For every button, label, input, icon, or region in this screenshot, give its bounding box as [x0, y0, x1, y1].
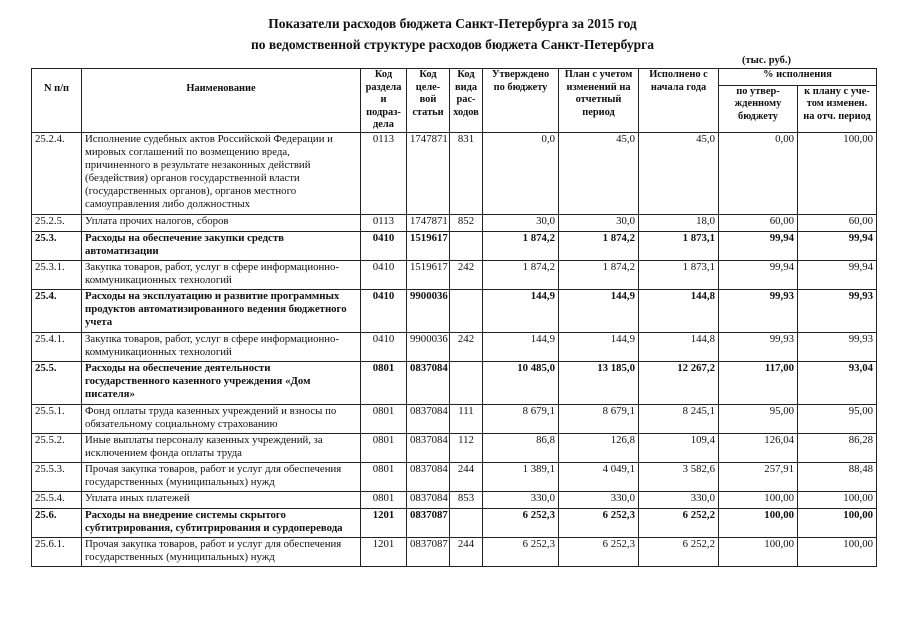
- cell-name: Прочая закупка товаров, работ и услуг для обеспечения государственных (муниципальных) нужд: [82, 537, 361, 566]
- cell-plan: 6 252,3: [559, 537, 639, 566]
- cell-section: 0801: [361, 361, 407, 404]
- cell-num: 25.4.: [32, 289, 82, 332]
- header-approved: Утверждено по бюджету: [483, 69, 559, 133]
- cell-section: 0410: [361, 289, 407, 332]
- cell-type: 111: [450, 404, 483, 433]
- cell-name: Расходы на эксплуатацию и развитие программных продуктов автоматизированного ведения бюджетного учета: [82, 289, 361, 332]
- cell-approved: 144,9: [483, 289, 559, 332]
- cell-section: 0801: [361, 404, 407, 433]
- header-pct: % исполнения: [719, 69, 877, 86]
- cell-approved: 8 679,1: [483, 404, 559, 433]
- header-num: N п/п: [32, 69, 82, 133]
- cell-approved: 1 874,2: [483, 231, 559, 260]
- cell-num: 25.6.1.: [32, 537, 82, 566]
- cell-plan: 144,9: [559, 289, 639, 332]
- cell-pct-plan: 95,00: [798, 404, 877, 433]
- cell-executed: 109,4: [639, 433, 719, 462]
- header-pct-plan: к плану с уче-том изменен. на отч. период: [798, 85, 877, 132]
- cell-pct-plan: 99,94: [798, 260, 877, 289]
- cell-executed: 3 582,6: [639, 462, 719, 491]
- cell-pct-plan: 99,93: [798, 332, 877, 361]
- cell-pct-plan: 88,48: [798, 462, 877, 491]
- cell-pct-plan: 100,00: [798, 537, 877, 566]
- cell-num: 25.5.3.: [32, 462, 82, 491]
- cell-num: 25.6.: [32, 508, 82, 537]
- cell-executed: 8 245,1: [639, 404, 719, 433]
- cell-executed: 1 873,1: [639, 231, 719, 260]
- cell-plan: 6 252,3: [559, 508, 639, 537]
- cell-pct-approved: 100,00: [719, 508, 798, 537]
- cell-approved: 1 874,2: [483, 260, 559, 289]
- table-row: [32, 260, 877, 289]
- cell-name: Расходы на внедрение системы скрытого субтитрирования, субтитрирования и сурдоперевода: [82, 508, 361, 537]
- cell-plan: 13 185,0: [559, 361, 639, 404]
- header-type: Код вида рас-ходов: [450, 69, 483, 133]
- cell-target: 0837084: [407, 462, 450, 491]
- cell-executed: 18,0: [639, 214, 719, 231]
- cell-type: [450, 361, 483, 404]
- cell-type: 112: [450, 433, 483, 462]
- cell-name: Иные выплаты персоналу казенных учреждений, за исключением фонда оплаты труда: [82, 433, 361, 462]
- cell-pct-approved: 99,94: [719, 260, 798, 289]
- cell-type: 853: [450, 491, 483, 508]
- cell-pct-plan: 60,00: [798, 214, 877, 231]
- table-row: [32, 404, 877, 433]
- cell-num: 25.2.4.: [32, 132, 82, 214]
- cell-name: Расходы на обеспечение деятельности государственного казенного учреждения «Дом писателя»: [82, 361, 361, 404]
- cell-approved: 0,0: [483, 132, 559, 214]
- cell-approved: 6 252,3: [483, 537, 559, 566]
- cell-type: 242: [450, 332, 483, 361]
- table-row: [32, 231, 877, 260]
- cell-type: 242: [450, 260, 483, 289]
- table-row: [32, 491, 877, 508]
- cell-pct-approved: 257,91: [719, 462, 798, 491]
- cell-executed: 6 252,2: [639, 537, 719, 566]
- cell-target: 0837087: [407, 537, 450, 566]
- table-row: [32, 361, 877, 404]
- cell-type: 244: [450, 462, 483, 491]
- cell-type: [450, 289, 483, 332]
- cell-pct-approved: 99,93: [719, 332, 798, 361]
- header-pct-approved: по утвер-жденному бюджету: [719, 85, 798, 132]
- cell-pct-approved: 126,04: [719, 433, 798, 462]
- cell-pct-plan: 100,00: [798, 491, 877, 508]
- cell-name: Закупка товаров, работ, услуг в сфере информационно-коммуникационных технологий: [82, 332, 361, 361]
- header-executed: Исполнено с начала года: [639, 69, 719, 133]
- cell-section: 0801: [361, 491, 407, 508]
- cell-name: Фонд оплаты труда казенных учреждений и взносы по обязательному социальному страхованию: [82, 404, 361, 433]
- cell-pct-plan: 100,00: [798, 132, 877, 214]
- cell-section: 0410: [361, 332, 407, 361]
- cell-target: 9900036: [407, 332, 450, 361]
- cell-num: 25.5.1.: [32, 404, 82, 433]
- cell-type: 852: [450, 214, 483, 231]
- cell-type: 244: [450, 537, 483, 566]
- cell-plan: 30,0: [559, 214, 639, 231]
- table-row: [32, 462, 877, 491]
- cell-type: [450, 231, 483, 260]
- cell-target: 0837087: [407, 508, 450, 537]
- cell-target: 0837084: [407, 491, 450, 508]
- header-target: Код целе-вой статьи: [407, 69, 450, 133]
- table-row: [32, 508, 877, 537]
- document-subtitle: по ведомственной структуре расходов бюджета Санкт-Петербурга: [250, 37, 655, 52]
- cell-num: 25.4.1.: [32, 332, 82, 361]
- cell-target: 1747871: [407, 214, 450, 231]
- cell-executed: 144,8: [639, 332, 719, 361]
- cell-section: 0410: [361, 231, 407, 260]
- cell-section: 0113: [361, 132, 407, 214]
- header-plan: План с учетом изменений на отчетный период: [559, 69, 639, 133]
- cell-target: 0837084: [407, 404, 450, 433]
- cell-target: 1747871: [407, 132, 450, 214]
- cell-section: 0801: [361, 462, 407, 491]
- cell-approved: 6 252,3: [483, 508, 559, 537]
- document-title: Показатели расходов бюджета Санкт-Петербурга за 2015 год: [268, 16, 637, 31]
- cell-section: 0410: [361, 260, 407, 289]
- cell-approved: 86,8: [483, 433, 559, 462]
- cell-executed: 6 252,2: [639, 508, 719, 537]
- cell-pct-approved: 100,00: [719, 491, 798, 508]
- cell-approved: 30,0: [483, 214, 559, 231]
- cell-target: 0837084: [407, 433, 450, 462]
- cell-name: Закупка товаров, работ, услуг в сфере информационно-коммуникационных технологий: [82, 260, 361, 289]
- table-row: [32, 214, 877, 231]
- cell-plan: 1 874,2: [559, 260, 639, 289]
- cell-num: 25.5.2.: [32, 433, 82, 462]
- cell-target: 1519617: [407, 231, 450, 260]
- table-body: [32, 132, 877, 566]
- cell-section: 1201: [361, 537, 407, 566]
- budget-table: [31, 68, 877, 567]
- header-name: Наименование: [82, 69, 361, 133]
- cell-approved: 144,9: [483, 332, 559, 361]
- cell-pct-approved: 117,00: [719, 361, 798, 404]
- cell-section: 0113: [361, 214, 407, 231]
- cell-type: 831: [450, 132, 483, 214]
- cell-pct-approved: 100,00: [719, 537, 798, 566]
- cell-plan: 8 679,1: [559, 404, 639, 433]
- cell-executed: 1 873,1: [639, 260, 719, 289]
- cell-executed: 12 267,2: [639, 361, 719, 404]
- cell-section: 0801: [361, 433, 407, 462]
- cell-name: Уплата прочих налогов, сборов: [82, 214, 361, 231]
- cell-plan: 4 049,1: [559, 462, 639, 491]
- cell-executed: 144,8: [639, 289, 719, 332]
- cell-name: Прочая закупка товаров, работ и услуг для обеспечения государственных (муниципальных) нужд: [82, 462, 361, 491]
- table-row: [32, 289, 877, 332]
- cell-name: Исполнение судебных актов Российской Федерации и мировых соглашений по возмещению вреда, причиненного в результате незаконных действий (бездействия) органов государственной власти (государственных органов), органов местного самоуправления либо должностных: [82, 132, 361, 214]
- cell-plan: 45,0: [559, 132, 639, 214]
- cell-target: 0837084: [407, 361, 450, 404]
- cell-pct-plan: 86,28: [798, 433, 877, 462]
- cell-num: 25.3.1.: [32, 260, 82, 289]
- cell-pct-approved: 99,94: [719, 231, 798, 260]
- cell-approved: 1 389,1: [483, 462, 559, 491]
- cell-num: 25.2.5.: [32, 214, 82, 231]
- table-row: [32, 537, 877, 566]
- cell-approved: 10 485,0: [483, 361, 559, 404]
- cell-section: 1201: [361, 508, 407, 537]
- cell-name: Уплата иных платежей: [82, 491, 361, 508]
- cell-num: 25.5.: [32, 361, 82, 404]
- cell-approved: 330,0: [483, 491, 559, 508]
- cell-pct-plan: 100,00: [798, 508, 877, 537]
- unit-label: (тыс. руб.): [742, 55, 791, 66]
- cell-name: Расходы на обеспечение закупки средств автоматизации: [82, 231, 361, 260]
- cell-pct-plan: 99,93: [798, 289, 877, 332]
- header-section: Код раздела и подраз-дела: [361, 69, 407, 133]
- cell-type: [450, 508, 483, 537]
- table-row: [32, 433, 877, 462]
- cell-pct-approved: 99,93: [719, 289, 798, 332]
- cell-pct-approved: 95,00: [719, 404, 798, 433]
- table-row: [32, 332, 877, 361]
- cell-executed: 45,0: [639, 132, 719, 214]
- cell-plan: 1 874,2: [559, 231, 639, 260]
- cell-plan: 126,8: [559, 433, 639, 462]
- cell-pct-plan: 93,04: [798, 361, 877, 404]
- cell-plan: 330,0: [559, 491, 639, 508]
- table-row: [32, 132, 877, 214]
- cell-target: 9900036: [407, 289, 450, 332]
- cell-pct-plan: 99,94: [798, 231, 877, 260]
- cell-executed: 330,0: [639, 491, 719, 508]
- cell-num: 25.3.: [32, 231, 82, 260]
- cell-pct-approved: 0,00: [719, 132, 798, 214]
- cell-pct-approved: 60,00: [719, 214, 798, 231]
- cell-plan: 144,9: [559, 332, 639, 361]
- cell-num: 25.5.4.: [32, 491, 82, 508]
- cell-target: 1519617: [407, 260, 450, 289]
